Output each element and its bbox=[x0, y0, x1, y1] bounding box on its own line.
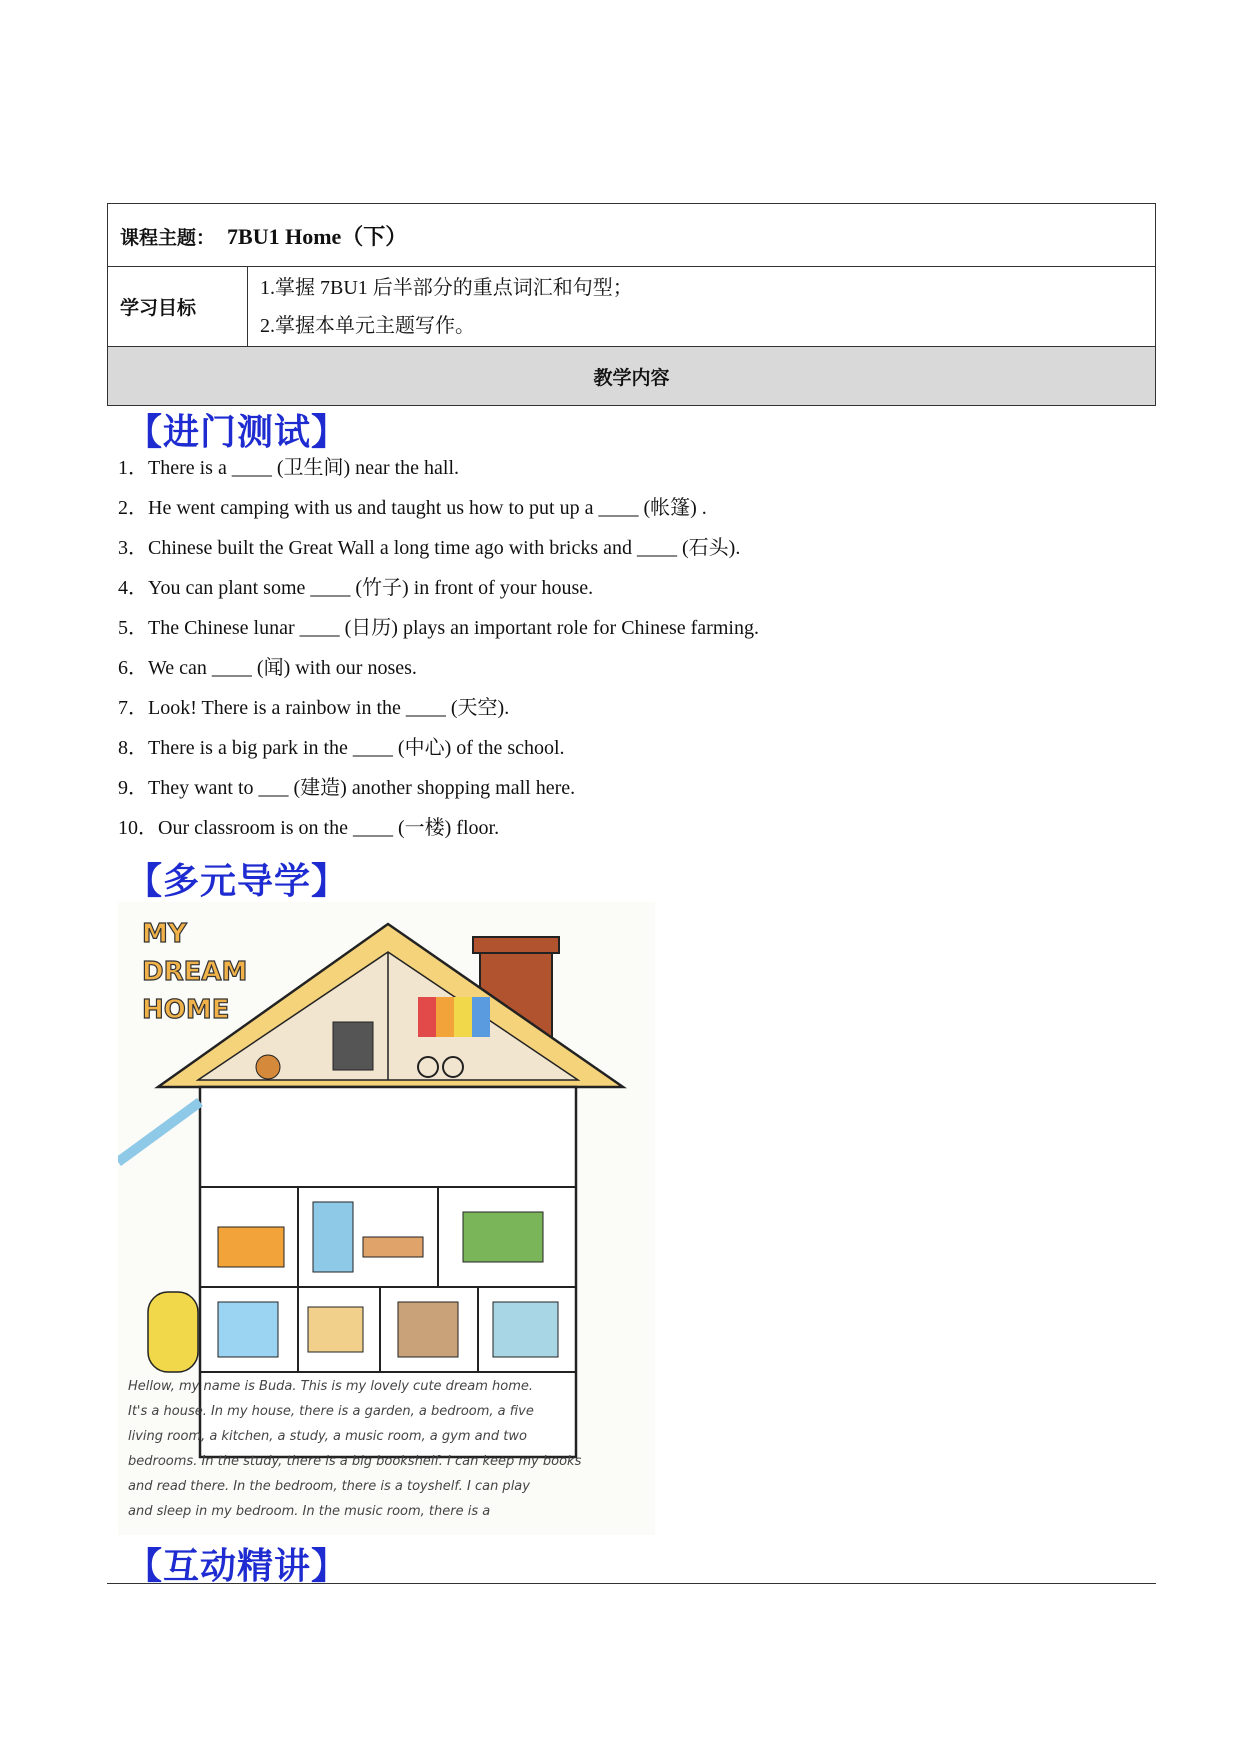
lesson-info-table bbox=[107, 203, 1156, 406]
question-item: 9．They want to ___ (建造) another shopping mall here. bbox=[118, 777, 576, 799]
guided-study-heading: 【多元导学】 bbox=[126, 860, 349, 902]
handwriting-line: and sleep in my bedroom. In the music room, there is a bbox=[128, 1504, 491, 1519]
question-item: 1．There is a ____ (卫生间) near the hall. bbox=[118, 457, 460, 479]
goals-label: 学习目标 bbox=[108, 267, 248, 347]
entry-test-heading: 【进门测试】 bbox=[126, 411, 349, 453]
topic-row bbox=[108, 204, 1156, 267]
goals-cell bbox=[248, 267, 1156, 347]
question-item: 10．Our classroom is on the ____ (一楼) floor. bbox=[118, 817, 500, 839]
topic-label: 课程主题： bbox=[120, 226, 216, 249]
handwriting-line: Hellow, my name is Buda. This is my lovely cute dream home. bbox=[128, 1379, 534, 1394]
goal-item: 1.掌握 7BU1 后半部分的重点词汇和句型； bbox=[260, 276, 633, 299]
topic-value: 7BU1 Home（下） bbox=[227, 223, 408, 249]
question-list bbox=[118, 450, 1118, 850]
question-item: 6．We can ____ (闻) with our noses. bbox=[118, 657, 417, 679]
goal-item: 2.掌握本单元主题写作。 bbox=[260, 314, 475, 337]
question-item: 2．He went camping with us and taught us how to put up a ____ (帐篷) . bbox=[118, 497, 707, 519]
goals-row bbox=[108, 267, 1156, 347]
drawing-title-line: HOME bbox=[142, 995, 230, 1025]
handwriting-line: and read there. In the bedroom, there is a toyshelf. I can play bbox=[128, 1479, 530, 1494]
question-item: 4．You can plant some ____ (竹子) in front of your house. bbox=[118, 577, 594, 599]
handwriting-line: It's a house. In my house, there is a garden, a bedroom, a five bbox=[128, 1404, 534, 1419]
bottom-rule bbox=[107, 1583, 1156, 1584]
question-item: 3．Chinese built the Great Wall a long time ago with bricks and ____ (石头). bbox=[118, 537, 741, 559]
handwriting-line: bedrooms. In the study, there is a big bookshelf. I can keep my books bbox=[128, 1454, 582, 1469]
dream-home-drawing bbox=[118, 902, 655, 1535]
topic-cell bbox=[108, 204, 1156, 267]
content-row bbox=[108, 347, 1156, 406]
handwriting-line: living room, a kitchen, a study, a music room, a gym and two bbox=[128, 1429, 527, 1444]
question-item: 8．There is a big park in the ____ (中心) of the school. bbox=[118, 737, 565, 759]
content-label: 教学内容 bbox=[108, 347, 1156, 406]
drawing-title-line: DREAM bbox=[142, 957, 248, 987]
house-body-shape bbox=[200, 1087, 576, 1457]
question-item: 7．Look! There is a rainbow in the ____ (天空). bbox=[118, 697, 510, 719]
question-item: 5．The Chinese lunar ____ (日历) plays an important role for Chinese farming. bbox=[118, 617, 759, 639]
drawing-title-line: MY bbox=[142, 919, 187, 949]
interactive-heading: 【互动精讲】 bbox=[126, 1545, 349, 1587]
